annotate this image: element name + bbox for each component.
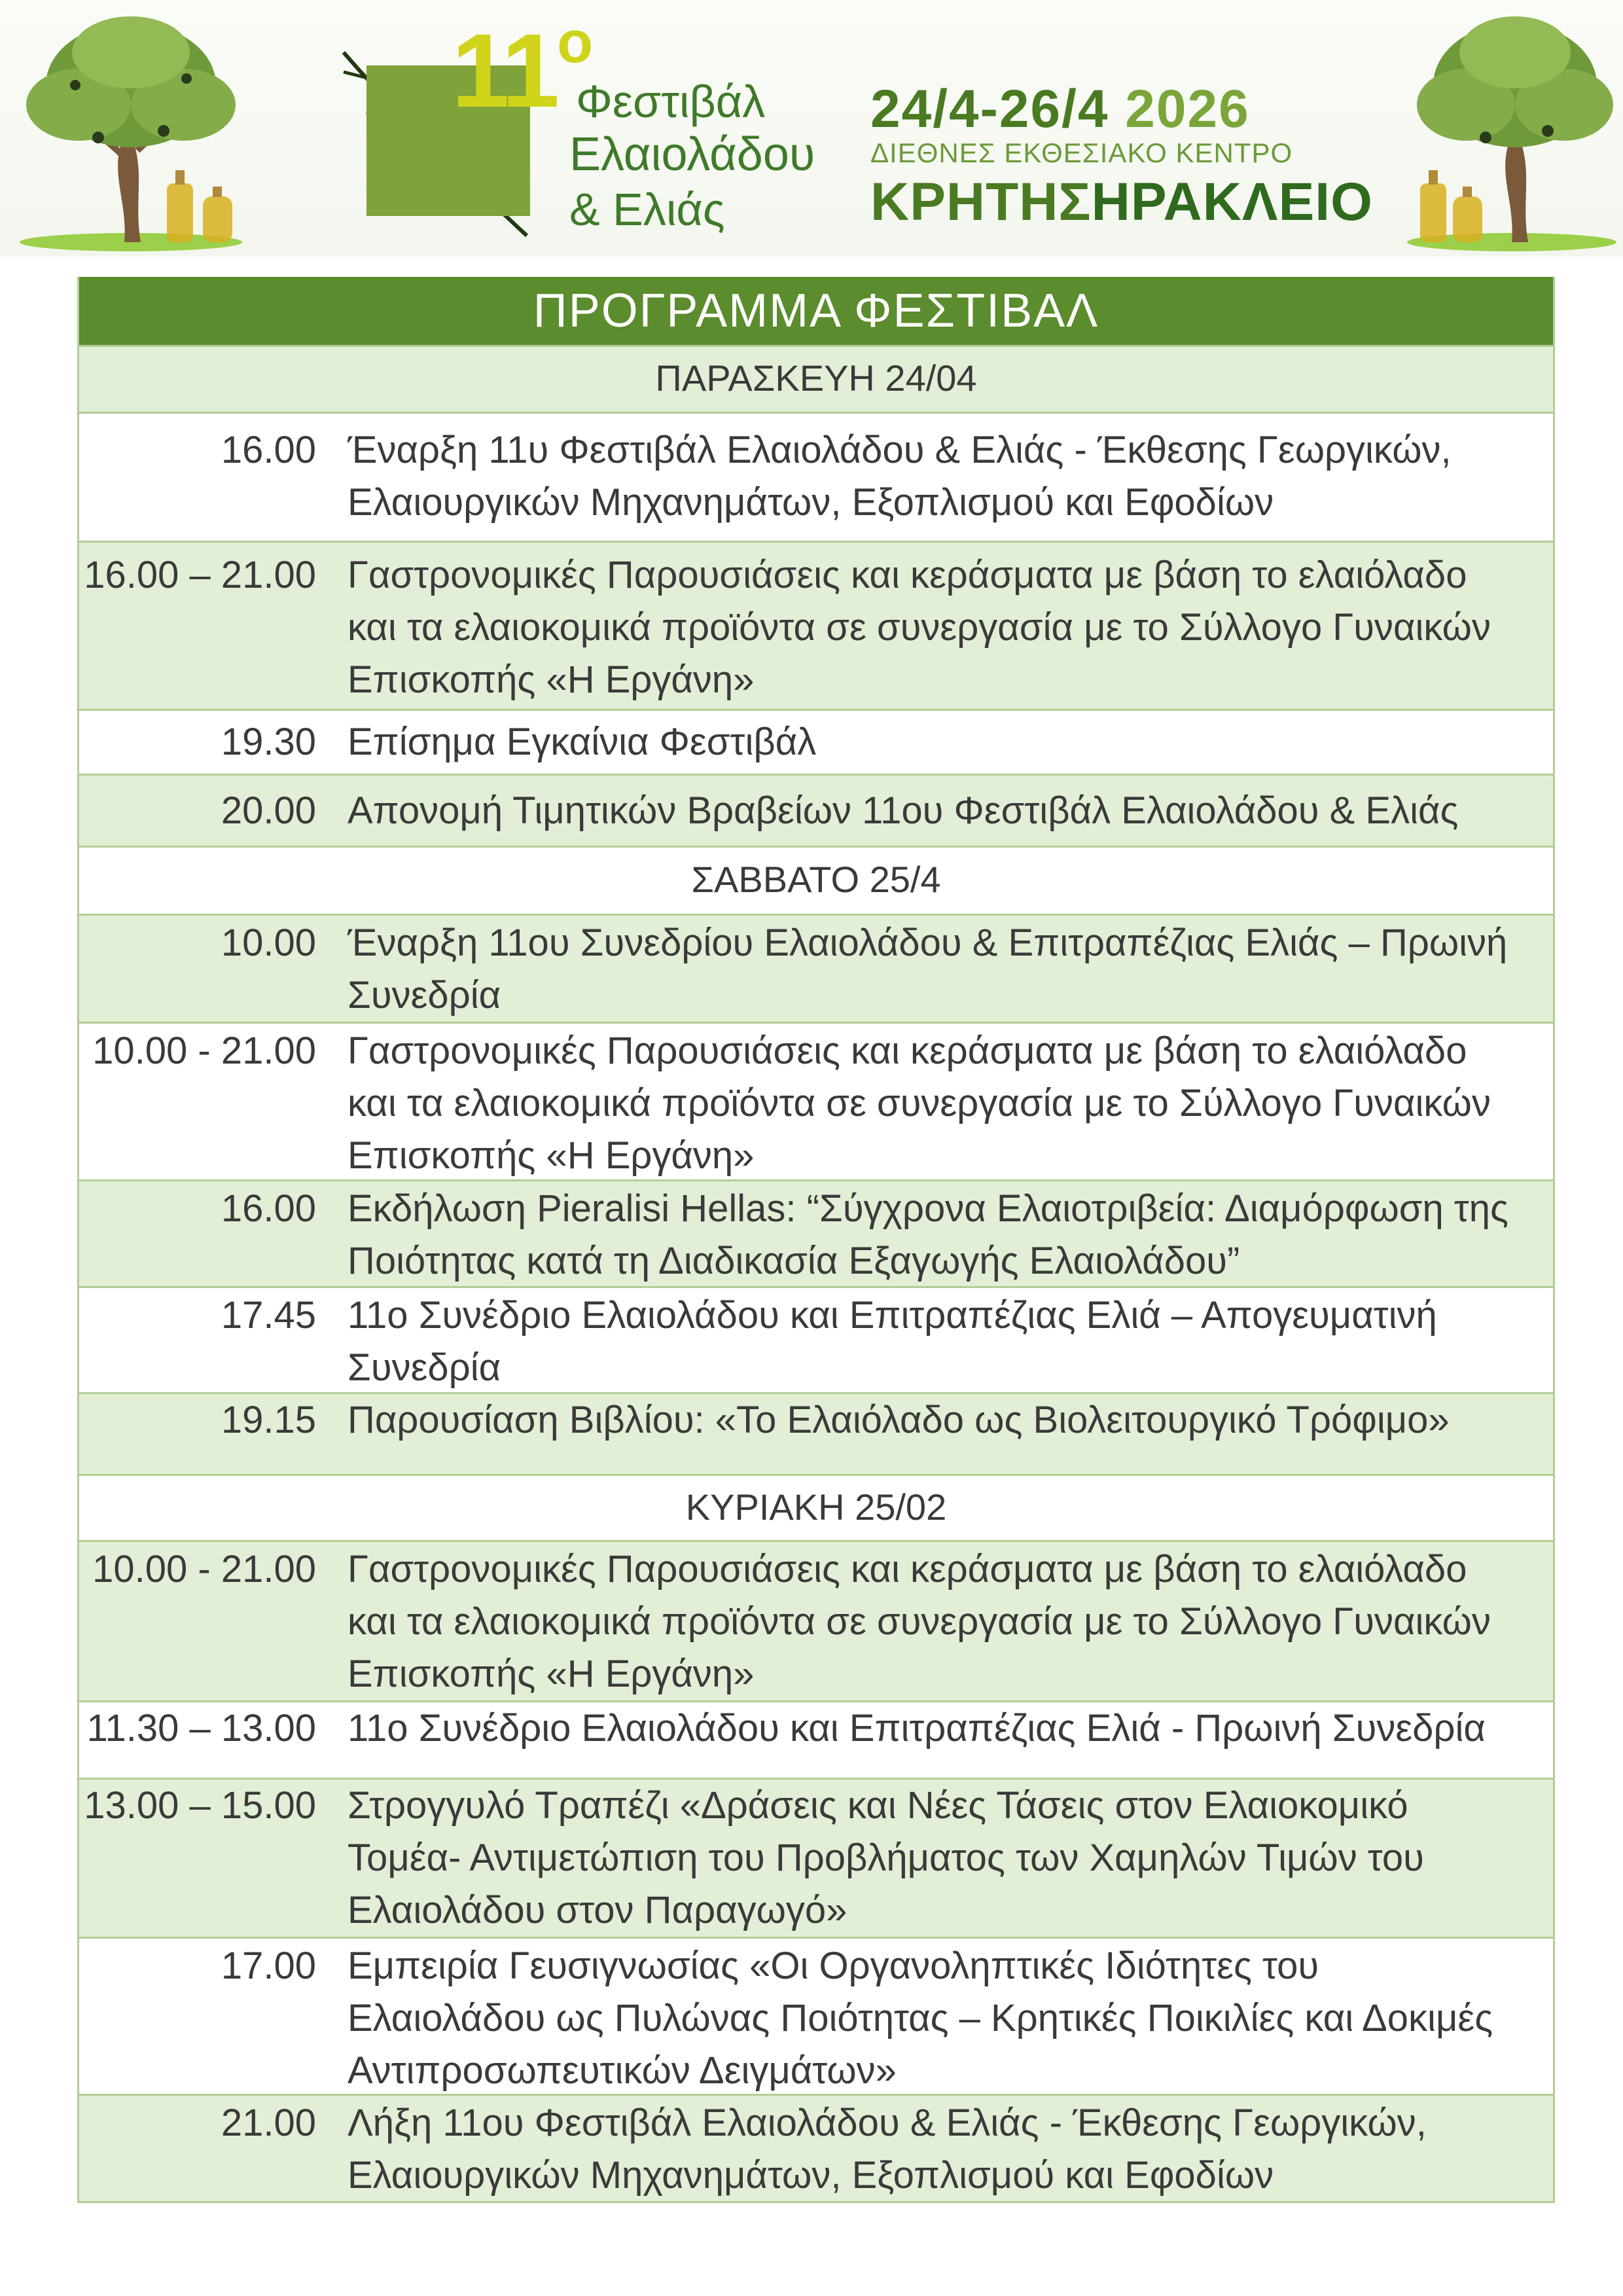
event-description: Επίσημα Εγκαίνια Φεστιβάλ [348,721,817,763]
table-row [79,914,1553,1022]
event-time: 19.15 [221,1399,316,1441]
event-description: Έναρξη 11υ Φεστιβάλ Ελαιολάδου & Ελιάς - Έκθεσης Γεωργικών, Ελαιουργικών Μηχανημάτων, Εξοπλισμού και Εφοδίων [348,429,1452,524]
event-time: 10.00 - 21.00 [92,1030,316,1072]
event-description: Παρουσίαση Βιβλίου: «Το Ελαιόλαδο ως Βιολειτουργικό Τρόφιμο» [348,1399,1450,1441]
event-description: Γαστρονομικές Παρουσιάσεις και κεράσματα με βάση το ελαιόλαδο και τα ελαιοκομικά προϊόντα σε συνεργασία με το Σύλλογο Γυναικών Επισκοπής «Η Εργάνη» [348,1548,1491,1695]
table-row [79,774,1553,846]
event-time: 16.00 [221,429,316,471]
table-row [79,2094,1553,2201]
table-row [79,1937,1553,2094]
event-description: Λήξη 11ου Φεστιβάλ Ελαιολάδου & Ελιάς - Έκθεσης Γεωργικών, Ελαιουργικών Μηχανημάτων, Εξοπλισμού και Εφοδίων [348,2102,1427,2197]
table-row [79,541,1553,709]
festival-title-line1: Φεστιβάλ [576,76,766,127]
event-description: Έναρξη 11ου Συνεδρίου Ελαιολάδου & Επιτραπέζιας Ελιάς – Πρωινή Συνεδρία [348,922,1508,1016]
table-row [79,1778,1553,1937]
event-time: 16.00 – 21.00 [84,554,316,596]
event-time: 16.00 [221,1187,316,1230]
event-time: 10.00 [221,922,316,964]
table-row [79,1022,1553,1179]
olive-tree-right-icon [1407,7,1616,255]
day-header: ΠΑΡΑΣΚΕΥΗ 24/04 [79,345,1553,412]
event-description: 11ο Συνέδριο Ελαιολάδου και Επιτραπέζιας Ελιά – Απογευματινή Συνεδρία [348,1294,1437,1389]
event-time: 17.00 [221,1945,316,1987]
event-description: Γαστρονομικές Παρουσιάσεις και κεράσματα με βάση το ελαιόλαδο και τα ελαιοκομικά προϊόντα σε συνεργασία με το Σύλλογο Γυναικών Επισκοπής «Η Εργάνη» [348,554,1491,701]
event-time: 21.00 [221,2102,316,2144]
day-header: ΚΥΡΙΑΚΗ 25/02 [79,1474,1553,1540]
event-time: 11.30 – 13.00 [86,1707,316,1749]
table-row [79,1540,1553,1700]
festival-dates: 24/4-26/4 2026 [870,79,1250,139]
programme-table [77,277,1555,2203]
table-row [79,1392,1553,1474]
festival-title-line2: Ελαιολάδου [569,128,815,181]
event-time: 17.45 [221,1294,316,1336]
event-description: Εμπειρία Γευσιγνωσίας «Οι Οργανοληπτικές Ιδιότητες του Ελαιολάδου ως Πυλώνας Ποιότητας – Κρητικές Ποικιλίες και Δοκιμές Αντιπροσωπευτικών Δειγμάτων» [348,1945,1493,2092]
event-time: 13.00 – 15.00 [84,1784,316,1827]
edition-number: $11^o$ [452,10,591,129]
olive-tree-left-icon [13,7,249,255]
table-row [79,1700,1553,1778]
event-description: Στρογγυλό Τραπέζι «Δράσεις και Νέες Τάσεις στον Ελαιοκομικό Τομέα- Αντιμετώπιση του Προβλήματος των Χαμηλών Τιμών του Ελαιολάδου στον Παραγωγό» [348,1784,1424,1931]
table-row [79,1179,1553,1286]
venue-line2: ΚΡΗΤΗΣΗΡΑΚΛΕΙΟ [870,172,1373,232]
day-header: ΣΑΒΒΑΤΟ 25/4 [79,846,1553,914]
event-time: 19.30 [221,721,316,763]
table-row [79,412,1553,541]
table-row [79,709,1553,774]
event-time: 10.00 - 21.00 [92,1548,316,1590]
venue-line1: ΔΙΕΘΝΕΣ ΕΚΘΕΣΙΑΚΟ ΚΕΝΤΡΟ [870,137,1293,168]
event-description: 11ο Συνέδριο Ελαιολάδου και Επιτραπέζιας Ελιά - Πρωινή Συνεδρία [348,1707,1486,1749]
programme-title: ΠΡΟΓΡΑΜΜΑ ΦΕΣΤΙΒΑΛ [79,277,1553,345]
event-time: 20.00 [221,789,316,832]
table-row [79,1286,1553,1392]
event-description: Απονομή Τιμητικών Βραβείων 11ου Φεστιβάλ Ελαιολάδου & Ελιάς [348,789,1459,832]
festival-header [0,0,1623,257]
festival-title-line3: & Ελιάς [569,184,725,235]
event-description: Γαστρονομικές Παρουσιάσεις και κεράσματα με βάση το ελαιόλαδο και τα ελαιοκομικά προϊόντα σε συνεργασία με το Σύλλογο Γυναικών Επισκοπής «Η Εργάνη» [348,1030,1491,1177]
event-description: Εκδήλωση Pieralisi Hellas: “Σύγχρονα Ελαιοτριβεία: Διαμόρφωση της Ποιότητας κατά τη Διαδικασία Εξαγωγής Ελαιολάδου” [348,1187,1509,1282]
